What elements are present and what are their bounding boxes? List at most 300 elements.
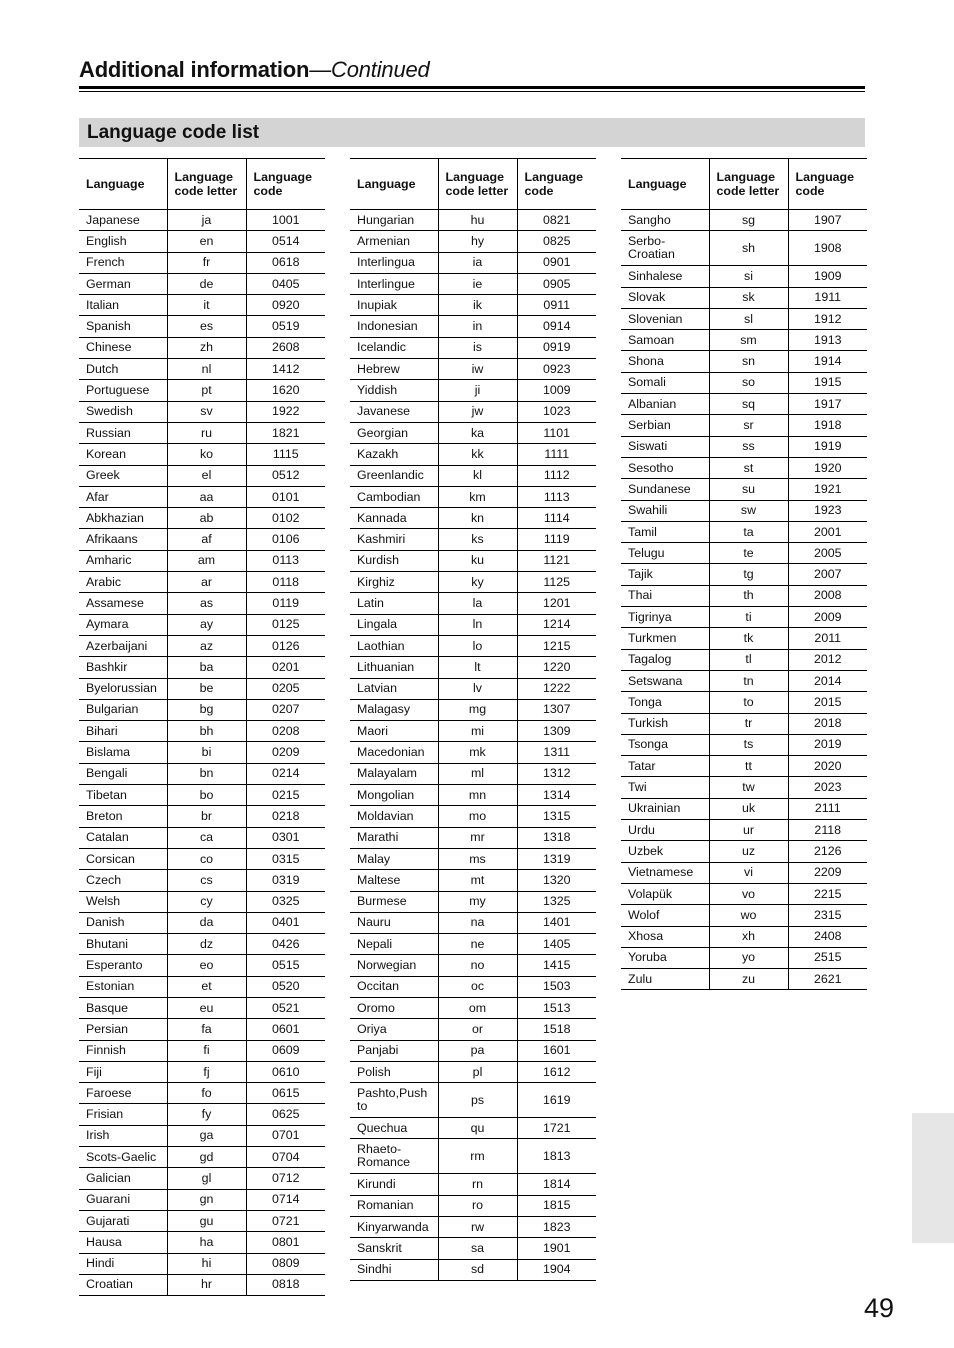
language-code-cell: 1620 [246, 380, 325, 401]
language-code-cell: 2215 [788, 883, 867, 904]
language-name-cell: Chinese [79, 337, 167, 358]
language-code-cell: 0601 [246, 1019, 325, 1040]
language-name-cell: Kazakh [350, 444, 438, 465]
language-name-cell: Laothian [350, 635, 438, 656]
code-letter-cell: fo [167, 1083, 246, 1104]
table-row [79, 465, 325, 486]
language-code-cell: 2014 [788, 670, 867, 691]
language-code-cell: 0923 [517, 359, 596, 380]
language-code-cell: 0126 [246, 635, 325, 656]
table-row [79, 912, 325, 933]
language-name-cell: Serbo-Croatian [621, 231, 709, 266]
table-row [621, 969, 867, 990]
language-code-cell: 0521 [246, 997, 325, 1018]
language-code-cell: 0618 [246, 252, 325, 273]
code-letter-cell: mr [438, 827, 517, 848]
language-name-cell: Wolof [621, 905, 709, 926]
table-row [350, 934, 596, 955]
table-row [79, 1232, 325, 1253]
language-code-cell: 0801 [246, 1232, 325, 1253]
table-row [621, 670, 867, 691]
language-name-cell: Panjabi [350, 1040, 438, 1061]
language-code-cell: 1222 [517, 678, 596, 699]
language-code-cell: 0615 [246, 1083, 325, 1104]
table-row [79, 422, 325, 443]
language-name-cell: Russian [79, 422, 167, 443]
table-row [350, 827, 596, 848]
language-code-cell: 2111 [788, 798, 867, 819]
code-letter-cell: na [438, 912, 517, 933]
language-code-cell: 1111 [517, 444, 596, 465]
code-letter-cell: hi [167, 1253, 246, 1274]
language-code-cell: 0102 [246, 508, 325, 529]
language-name-cell: Siswati [621, 436, 709, 457]
table-row [621, 649, 867, 670]
table-row [621, 415, 867, 436]
code-letter-cell: sr [709, 415, 788, 436]
table-row [79, 997, 325, 1018]
code-letter-cell: rw [438, 1217, 517, 1238]
language-name-cell: Samoan [621, 330, 709, 351]
code-letter-cell: lt [438, 657, 517, 678]
table-row [79, 380, 325, 401]
table-row [350, 891, 596, 912]
table-row [79, 550, 325, 571]
language-code-cell: 0405 [246, 273, 325, 294]
table-row [621, 820, 867, 841]
code-letter-cell: eo [167, 955, 246, 976]
language-name-cell: Afrikaans [79, 529, 167, 550]
language-code-cell: 0714 [246, 1189, 325, 1210]
language-code-cell: 0919 [517, 337, 596, 358]
language-name-cell: Thai [621, 585, 709, 606]
code-letter-cell: to [709, 692, 788, 713]
language-code-cell: 2621 [788, 969, 867, 990]
page-title [79, 56, 865, 84]
language-name-cell: Sinhalese [621, 266, 709, 287]
code-letter-cell: fj [167, 1061, 246, 1082]
language-name-cell: Twi [621, 777, 709, 798]
language-name-cell: Occitan [350, 976, 438, 997]
language-name-cell: Indonesian [350, 316, 438, 337]
code-letter-cell: xh [709, 926, 788, 947]
code-letter-cell: om [438, 997, 517, 1018]
language-code-cell: 2009 [788, 607, 867, 628]
language-name-cell: Abkhazian [79, 508, 167, 529]
language-name-cell: Latin [350, 593, 438, 614]
table-row [621, 607, 867, 628]
language-name-cell: Yoruba [621, 947, 709, 968]
code-letter-cell: cs [167, 870, 246, 891]
language-name-cell: Sanskrit [350, 1238, 438, 1259]
language-code-cell: 1907 [788, 210, 867, 231]
language-code-cell: 1125 [517, 572, 596, 593]
code-letter-cell: ln [438, 614, 517, 635]
language-name-cell: Yiddish [350, 380, 438, 401]
language-name-cell: Ukrainian [621, 798, 709, 819]
table-row [79, 614, 325, 635]
language-name-cell: Setswana [621, 670, 709, 691]
language-name-cell: Nauru [350, 912, 438, 933]
code-letter-cell: fi [167, 1040, 246, 1061]
code-letter-cell: sq [709, 394, 788, 415]
code-letter-cell: is [438, 337, 517, 358]
table-row [79, 273, 325, 294]
language-name-cell: Norwegian [350, 955, 438, 976]
table-row [350, 678, 596, 699]
header-rule-thick [79, 86, 865, 89]
language-code-cell: 0625 [246, 1104, 325, 1125]
code-letter-cell: ta [709, 521, 788, 542]
code-letter-cell: sl [709, 308, 788, 329]
language-code-cell: 0712 [246, 1168, 325, 1189]
code-letter-cell: af [167, 529, 246, 550]
language-code-cell: 0704 [246, 1147, 325, 1168]
table-row [350, 529, 596, 550]
language-name-cell: Maltese [350, 870, 438, 891]
code-letter-cell: ko [167, 444, 246, 465]
language-name-cell: English [79, 231, 167, 252]
code-letter-cell: ru [167, 422, 246, 443]
code-letter-cell: sd [438, 1259, 517, 1280]
language-code-cell: 1923 [788, 500, 867, 521]
language-name-cell: Turkish [621, 713, 709, 734]
language-name-cell: Georgian [350, 422, 438, 443]
code-letter-cell: fy [167, 1104, 246, 1125]
code-letter-cell: fr [167, 252, 246, 273]
code-letter-cell: su [709, 479, 788, 500]
language-name-cell: Finnish [79, 1040, 167, 1061]
table-row [621, 564, 867, 585]
code-letter-cell: te [709, 543, 788, 564]
language-code-cell: 0207 [246, 699, 325, 720]
code-letter-cell: ks [438, 529, 517, 550]
language-name-cell: Armenian [350, 231, 438, 252]
table-row [79, 1104, 325, 1125]
language-code-cell: 0609 [246, 1040, 325, 1061]
language-code-cell: 0118 [246, 572, 325, 593]
table-row [79, 210, 325, 231]
table-row [621, 905, 867, 926]
language-code-cell: 1823 [517, 1217, 596, 1238]
code-letter-cell: sv [167, 401, 246, 422]
code-letter-cell: kk [438, 444, 517, 465]
code-letter-cell: as [167, 593, 246, 614]
column-header-language: Language [79, 159, 167, 210]
language-name-cell: Javanese [350, 401, 438, 422]
code-letter-cell: th [709, 585, 788, 606]
table-row [350, 699, 596, 720]
language-name-cell: Sesotho [621, 457, 709, 478]
code-letter-cell: ja [167, 210, 246, 231]
code-letter-cell: sm [709, 330, 788, 351]
code-letter-cell: bg [167, 699, 246, 720]
code-letter-cell: rm [438, 1139, 517, 1174]
code-letter-cell: qu [438, 1118, 517, 1139]
language-name-cell: Estonian [79, 976, 167, 997]
table-row [350, 295, 596, 316]
table-row [350, 763, 596, 784]
language-name-cell: Shona [621, 351, 709, 372]
language-code-cell: 1320 [517, 870, 596, 891]
language-code-cell: 0821 [517, 210, 596, 231]
table-row [79, 1125, 325, 1146]
code-letter-cell: gd [167, 1147, 246, 1168]
language-name-cell: Hausa [79, 1232, 167, 1253]
table-row [350, 1174, 596, 1195]
table-row [79, 1061, 325, 1082]
language-name-cell: Hindi [79, 1253, 167, 1274]
language-code-cell: 0512 [246, 465, 325, 486]
language-name-cell: Irish [79, 1125, 167, 1146]
table-row [621, 777, 867, 798]
language-code-cell: 1918 [788, 415, 867, 436]
code-letter-cell: mo [438, 806, 517, 827]
table-row [621, 947, 867, 968]
code-letter-cell: en [167, 231, 246, 252]
table-row [621, 500, 867, 521]
language-name-cell: Urdu [621, 820, 709, 841]
table-row [621, 543, 867, 564]
language-name-cell: Slovak [621, 287, 709, 308]
language-name-cell: Kirundi [350, 1174, 438, 1195]
table-row [350, 1139, 596, 1174]
language-name-cell: Sundanese [621, 479, 709, 500]
language-name-cell: Galician [79, 1168, 167, 1189]
code-letter-cell: eu [167, 997, 246, 1018]
language-code-cell: 2015 [788, 692, 867, 713]
language-code-cell: 1920 [788, 457, 867, 478]
language-code-cell: 0905 [517, 273, 596, 294]
header-rule-thin [79, 91, 865, 92]
language-name-cell: Inupiak [350, 295, 438, 316]
language-code-cell: 1311 [517, 742, 596, 763]
language-code-cell: 2001 [788, 521, 867, 542]
table-row [621, 734, 867, 755]
section-heading-bar [79, 118, 865, 147]
language-code-cell: 2007 [788, 564, 867, 585]
code-letter-cell: el [167, 465, 246, 486]
code-letter-cell: vo [709, 883, 788, 904]
language-code-cell: 1901 [517, 1238, 596, 1259]
language-name-cell: Tigrinya [621, 607, 709, 628]
code-letter-cell: yo [709, 947, 788, 968]
language-name-cell: Burmese [350, 891, 438, 912]
language-code-cell: 1911 [788, 287, 867, 308]
table-row [79, 1040, 325, 1061]
code-letter-cell: et [167, 976, 246, 997]
code-letter-cell: ha [167, 1232, 246, 1253]
table-row [621, 798, 867, 819]
table-row [350, 848, 596, 869]
code-letter-cell: oc [438, 976, 517, 997]
language-table-header [79, 159, 325, 210]
code-letter-cell: cy [167, 891, 246, 912]
language-code-cell: 0113 [246, 550, 325, 571]
language-name-cell: Sindhi [350, 1259, 438, 1280]
table-row [350, 1061, 596, 1082]
code-letter-cell: tt [709, 756, 788, 777]
language-name-cell: Arabic [79, 572, 167, 593]
language-code-cell: 1001 [246, 210, 325, 231]
code-letter-cell: lv [438, 678, 517, 699]
table-row [79, 806, 325, 827]
table-row [350, 635, 596, 656]
language-code-cell: 1101 [517, 422, 596, 443]
table-row [621, 756, 867, 777]
table-row [350, 252, 596, 273]
language-code-cell: 1914 [788, 351, 867, 372]
language-code-cell: 0514 [246, 231, 325, 252]
language-code-cell: 1415 [517, 955, 596, 976]
table-row [621, 210, 867, 231]
language-code-cell: 1307 [517, 699, 596, 720]
language-name-cell: Tamil [621, 521, 709, 542]
language-code-cell: 1215 [517, 635, 596, 656]
code-letter-cell: sg [709, 210, 788, 231]
language-code-cell: 2408 [788, 926, 867, 947]
table-row [350, 401, 596, 422]
code-letter-cell: br [167, 806, 246, 827]
language-name-cell: Persian [79, 1019, 167, 1040]
language-code-cell: 1919 [788, 436, 867, 457]
column-header-language: Language [350, 159, 438, 210]
language-table-3 [621, 158, 867, 990]
table-row [79, 934, 325, 955]
language-name-cell: Kashmiri [350, 529, 438, 550]
language-code-cell: 1821 [246, 422, 325, 443]
table-row [79, 870, 325, 891]
language-code-cell: 1503 [517, 976, 596, 997]
language-name-cell: Pashto,Push to [350, 1083, 438, 1118]
table-row [79, 508, 325, 529]
code-letter-cell: tk [709, 628, 788, 649]
code-letter-cell: sa [438, 1238, 517, 1259]
code-letter-cell: hy [438, 231, 517, 252]
table-row [79, 444, 325, 465]
language-code-cell: 1214 [517, 614, 596, 635]
language-code-cell: 0515 [246, 955, 325, 976]
table-row [621, 231, 867, 266]
language-code-cell: 0519 [246, 316, 325, 337]
language-name-cell: Azerbaijani [79, 635, 167, 656]
language-name-cell: Lithuanian [350, 657, 438, 678]
language-name-cell: Nepali [350, 934, 438, 955]
code-letter-cell: kl [438, 465, 517, 486]
table-row [350, 721, 596, 742]
language-name-cell: Hebrew [350, 359, 438, 380]
language-table-header [621, 159, 867, 210]
language-name-cell: Japanese [79, 210, 167, 231]
language-code-cell: 1619 [517, 1083, 596, 1118]
code-letter-cell: my [438, 891, 517, 912]
code-letter-cell: bi [167, 742, 246, 763]
code-letter-cell: ka [438, 422, 517, 443]
language-name-cell: Afar [79, 486, 167, 507]
code-letter-cell: zu [709, 969, 788, 990]
code-letter-cell: ia [438, 252, 517, 273]
table-row [79, 295, 325, 316]
language-name-cell: Albanian [621, 394, 709, 415]
language-name-cell: French [79, 252, 167, 273]
table-row [350, 465, 596, 486]
language-name-cell: Guarani [79, 1189, 167, 1210]
language-code-cell: 1314 [517, 785, 596, 806]
language-name-cell: Croatian [79, 1274, 167, 1295]
language-code-cell: 2608 [246, 337, 325, 358]
code-letter-cell: tw [709, 777, 788, 798]
code-letter-cell: be [167, 678, 246, 699]
language-name-cell: Romanian [350, 1195, 438, 1216]
language-code-cell: 1813 [517, 1139, 596, 1174]
code-letter-cell: ur [709, 820, 788, 841]
code-letter-cell: fa [167, 1019, 246, 1040]
language-code-cell: 2118 [788, 820, 867, 841]
language-code-cell: 2018 [788, 713, 867, 734]
language-name-cell: Interlingua [350, 252, 438, 273]
table-row [350, 422, 596, 443]
code-letter-cell: ie [438, 273, 517, 294]
table-row [79, 231, 325, 252]
language-code-cell: 1319 [517, 848, 596, 869]
language-code-cell: 1201 [517, 593, 596, 614]
language-code-cell: 2005 [788, 543, 867, 564]
language-code-cell: 1318 [517, 827, 596, 848]
table-row [350, 231, 596, 252]
language-code-cell: 1912 [788, 308, 867, 329]
code-letter-cell: it [167, 295, 246, 316]
code-letter-cell: hu [438, 210, 517, 231]
language-name-cell: Dutch [79, 359, 167, 380]
language-code-cell: 0201 [246, 657, 325, 678]
code-letter-cell: kn [438, 508, 517, 529]
code-letter-cell: lo [438, 635, 517, 656]
code-letter-cell: no [438, 955, 517, 976]
language-code-cell: 0920 [246, 295, 325, 316]
language-code-cell: 1921 [788, 479, 867, 500]
language-name-cell: Somali [621, 372, 709, 393]
language-code-cell: 1917 [788, 394, 867, 415]
table-row [79, 891, 325, 912]
language-name-cell: German [79, 273, 167, 294]
language-code-cell: 1115 [246, 444, 325, 465]
code-letter-cell: uk [709, 798, 788, 819]
language-name-cell: Tagalog [621, 649, 709, 670]
code-letter-cell: gl [167, 1168, 246, 1189]
language-code-cell: 1908 [788, 231, 867, 266]
table-row [79, 1253, 325, 1274]
code-letter-cell: de [167, 273, 246, 294]
language-code-cell: 0125 [246, 614, 325, 635]
language-code-cell: 2011 [788, 628, 867, 649]
language-code-cell: 0818 [246, 1274, 325, 1295]
language-name-cell: Tatar [621, 756, 709, 777]
table-row [350, 742, 596, 763]
language-name-cell: Kinyarwanda [350, 1217, 438, 1238]
table-row [350, 976, 596, 997]
code-letter-cell: tg [709, 564, 788, 585]
code-letter-cell: ar [167, 572, 246, 593]
language-code-cell: 0106 [246, 529, 325, 550]
side-tab-marker [912, 1113, 954, 1243]
language-name-cell: Tajik [621, 564, 709, 585]
language-code-cell: 0218 [246, 806, 325, 827]
language-name-cell: Malayalam [350, 763, 438, 784]
table-row [79, 848, 325, 869]
language-name-cell: Corsican [79, 848, 167, 869]
language-code-cell: 1909 [788, 266, 867, 287]
language-name-cell: Faroese [79, 1083, 167, 1104]
